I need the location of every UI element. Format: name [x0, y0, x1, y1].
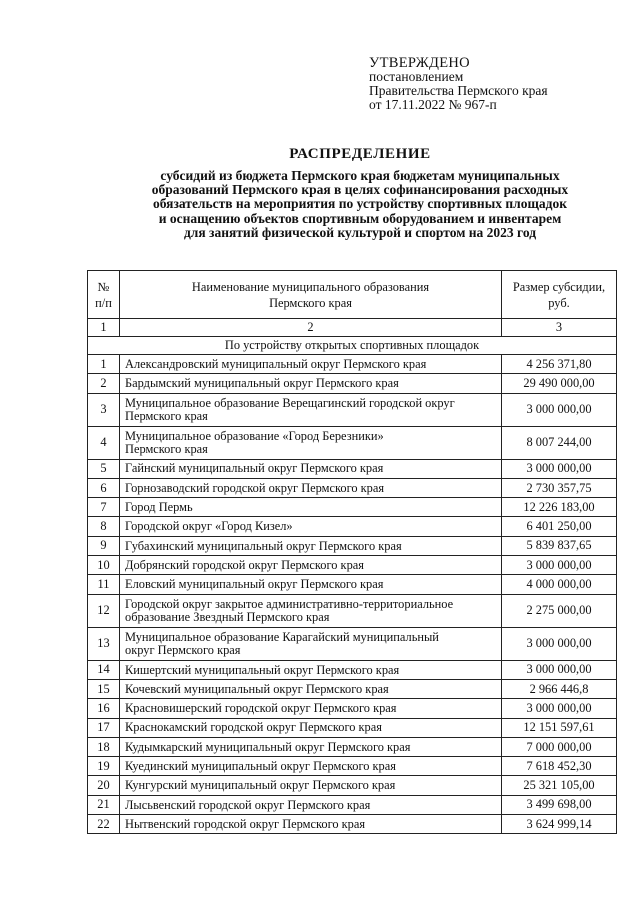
table-row: [88, 795, 617, 814]
table-row: [88, 556, 617, 575]
municipality-name: [120, 679, 502, 698]
subsidy-amount: 2 275 000,00: [502, 594, 617, 627]
row-number: 5: [88, 459, 120, 478]
subsidy-amount: 3 000 000,00: [502, 699, 617, 718]
table-row: [88, 699, 617, 718]
document-heading: [90, 146, 630, 240]
subsidy-amount: 4 256 371,80: [502, 355, 617, 374]
subsidy-amount: 3 000 000,00: [502, 627, 617, 660]
approval-title: УТВЕРЖДЕНО: [369, 55, 470, 71]
municipality-name-line: Еловский муниципальный округ Пермского края: [125, 577, 384, 592]
table-row: [88, 536, 617, 555]
table-header-row: [88, 271, 617, 319]
row-number: 17: [88, 718, 120, 737]
subsidy-amount: 7 000 000,00: [502, 737, 617, 756]
municipality-name: [120, 426, 502, 459]
column-index: 3: [502, 319, 617, 337]
table-row: [88, 393, 617, 426]
row-number: 14: [88, 660, 120, 679]
approval-line: постановлением: [369, 69, 464, 84]
municipality-name: [120, 374, 502, 393]
municipality-name-line: Краснокамский городской округ Пермского края: [125, 720, 382, 735]
header-name: [120, 271, 502, 319]
subtitle-line: образований Пермского края в целях софинансирования расходных: [151, 182, 569, 198]
municipality-name-line: Добрянский городской округ Пермского края: [125, 557, 364, 572]
row-number: 20: [88, 776, 120, 795]
row-number: 12: [88, 594, 120, 627]
subsidy-amount: 4 000 000,00: [502, 575, 617, 594]
row-number: 3: [88, 393, 120, 426]
table-row: [88, 737, 617, 756]
table-row: [88, 679, 617, 698]
header-amount: [502, 271, 617, 319]
row-number: 1: [88, 355, 120, 374]
municipality-name: [120, 795, 502, 814]
municipality-name-line: Бардымский муниципальный округ Пермского края: [125, 376, 399, 391]
column-index: 1: [88, 319, 120, 337]
subsidy-amount: 3 000 000,00: [502, 660, 617, 679]
subsidy-amount: 3 000 000,00: [502, 556, 617, 575]
table-row: [88, 718, 617, 737]
municipality-name-line: Городской округ закрытое административно-территориальное: [125, 597, 454, 612]
row-number: 8: [88, 517, 120, 536]
municipality-name: [120, 517, 502, 536]
municipality-name: [120, 536, 502, 555]
header-number: [88, 271, 120, 319]
approval-stamp: [369, 56, 548, 112]
subsidy-amount: 3 499 698,00: [502, 795, 617, 814]
municipality-name: [120, 718, 502, 737]
row-number: 11: [88, 575, 120, 594]
table-row: [88, 374, 617, 393]
table-row: [88, 815, 617, 834]
table-row: [88, 660, 617, 679]
table-row: [88, 498, 617, 517]
row-number: 10: [88, 556, 120, 575]
subtitle-line: и оснащению объектов спортивным оборудованием и инвентарем: [158, 210, 562, 226]
municipality-name-line: Губахинский муниципальный округ Пермского края: [125, 538, 402, 553]
municipality-name: [120, 556, 502, 575]
header-number-line: п/п: [95, 295, 112, 310]
municipality-name-line: Кочевский муниципальный округ Пермского края: [125, 681, 389, 696]
municipality-name: [120, 699, 502, 718]
municipality-name: [120, 660, 502, 679]
municipality-name: [120, 815, 502, 834]
municipality-name: [120, 627, 502, 660]
municipality-name-line: Гайнский муниципальный округ Пермского края: [125, 461, 384, 476]
header-amount-line: Размер субсидии,: [512, 279, 606, 294]
table-row: [88, 627, 617, 660]
municipality-name-line: образование Звездный Пермского края: [125, 609, 330, 624]
approval-line: от 17.11.2022 № 967-п: [369, 97, 497, 112]
header-amount-line: руб.: [548, 295, 570, 310]
table-row: [88, 776, 617, 795]
municipality-name-line: Кишертский муниципальный округ Пермского края: [125, 662, 400, 677]
municipality-name: [120, 355, 502, 374]
municipality-name-line: Муниципальное образование «Город Березники»: [125, 429, 384, 444]
subsidy-amount: 2 966 446,8: [502, 679, 617, 698]
municipality-name-line: Кунгурский муниципальный округ Пермского края: [125, 778, 396, 793]
subtitle-line: обязательств на мероприятия по устройству спортивных площадок: [153, 196, 567, 212]
document-subtitle: [90, 169, 630, 240]
municipality-name-line: Александровский муниципальный округ Пермского края: [125, 356, 427, 371]
row-number: 16: [88, 699, 120, 718]
municipality-name: [120, 459, 502, 478]
municipality-name-line: Город Пермь: [125, 500, 193, 515]
header-number-line: №: [97, 279, 110, 294]
table-row: [88, 757, 617, 776]
section-title: По устройству открытых спортивных площадок: [88, 337, 617, 355]
column-index: 2: [120, 319, 502, 337]
municipality-name: [120, 757, 502, 776]
row-number: 19: [88, 757, 120, 776]
subsidy-amount: 5 839 837,65: [502, 536, 617, 555]
municipality-name-line: Горнозаводский городской округ Пермского края: [125, 480, 385, 495]
row-number: 2: [88, 374, 120, 393]
municipality-name-line: Городской округ «Город Кизел»: [125, 519, 293, 534]
municipality-name: [120, 776, 502, 795]
municipality-name-line: Кудымкарский муниципальный округ Пермского края: [125, 739, 411, 754]
row-number: 7: [88, 498, 120, 517]
subsidy-table: [87, 270, 617, 834]
municipality-name-line: Пермского края: [125, 408, 208, 423]
row-number: 18: [88, 737, 120, 756]
municipality-name: [120, 594, 502, 627]
subsidy-amount: 3 000 000,00: [502, 459, 617, 478]
row-number: 21: [88, 795, 120, 814]
table-row: [88, 426, 617, 459]
header-name-line: Пермского края: [269, 295, 352, 310]
row-number: 22: [88, 815, 120, 834]
subsidy-amount: 8 007 244,00: [502, 426, 617, 459]
table-row: [88, 355, 617, 374]
municipality-name: [120, 478, 502, 497]
header-name-line: Наименование муниципального образования: [191, 279, 430, 294]
municipality-name-line: Муниципальное образование Карагайский муниципальный: [125, 630, 439, 645]
subsidy-amount: 3 000 000,00: [502, 393, 617, 426]
subsidy-amount: 3 624 999,14: [502, 815, 617, 834]
table-row: [88, 594, 617, 627]
municipality-name: [120, 498, 502, 517]
municipality-name-line: округ Пермского края: [125, 642, 241, 657]
municipality-name-line: Лысьвенский городской округ Пермского края: [125, 797, 371, 812]
subtitle-line: для занятий физической культурой и спортом на 2023 год: [183, 224, 537, 240]
subsidy-amount: 2 730 357,75: [502, 478, 617, 497]
column-index-row: [88, 319, 617, 337]
municipality-name: [120, 737, 502, 756]
municipality-name: [120, 393, 502, 426]
row-number: 9: [88, 536, 120, 555]
subsidy-amount: 12 151 597,61: [502, 718, 617, 737]
table-row: [88, 517, 617, 536]
subsidy-amount: 29 490 000,00: [502, 374, 617, 393]
municipality-name-line: Нытвенский городской округ Пермского края: [125, 816, 366, 831]
table-row: [88, 478, 617, 497]
table-row: [88, 575, 617, 594]
municipality-name: [120, 575, 502, 594]
table-row: [88, 459, 617, 478]
row-number: 13: [88, 627, 120, 660]
row-number: 6: [88, 478, 120, 497]
section-row: [88, 337, 617, 355]
municipality-name-line: Муниципальное образование Верещагинский городской округ: [125, 396, 455, 411]
document-title: РАСПРЕДЕЛЕНИЕ: [289, 146, 431, 162]
subsidy-amount: 7 618 452,30: [502, 757, 617, 776]
municipality-name-line: Куединский муниципальный округ Пермского края: [125, 759, 396, 774]
subsidy-amount: 6 401 250,00: [502, 517, 617, 536]
subtitle-line: субсидий из бюджета Пермского края бюджетам муниципальных: [160, 168, 560, 183]
municipality-name-line: Пермского края: [125, 441, 208, 456]
row-number: 15: [88, 679, 120, 698]
approval-line: Правительства Пермского края: [369, 83, 548, 98]
row-number: 4: [88, 426, 120, 459]
municipality-name-line: Красновишерский городской округ Пермского края: [125, 701, 397, 716]
subsidy-amount: 25 321 105,00: [502, 776, 617, 795]
subsidy-amount: 12 226 183,00: [502, 498, 617, 517]
